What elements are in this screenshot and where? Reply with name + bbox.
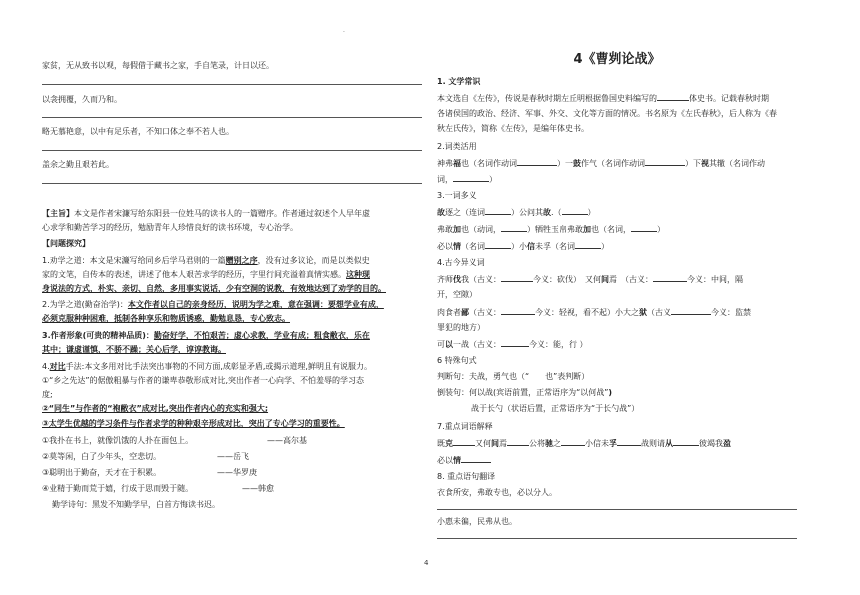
s1-line-3: 秋左氏传》，简称《左传》，是编年体史书。: [437, 124, 589, 133]
section-heading: 1. 文学常识: [437, 77, 481, 86]
s1-line-1: 本文选自《左传》，传说是春秋时期左丘明根据鲁国史料编写的 体史书。记载春秋时期: [437, 94, 769, 103]
s4-line-3: 肉食者鄙（古义： 今义：轻视，看不起）小大之狱（古义 今义：监禁: [437, 308, 751, 317]
issue-1-line-3: 身说法的方式，朴实、亲切、自然，多用事实说话，少有空洞的说教，有效地达到了劝学的目的。: [42, 284, 386, 293]
fill-line-3: 略无慕艳意，以中有足乐者，不知口体之奉不若人也。: [42, 127, 234, 136]
issue-4-line-1: 4.对比手法:本文多用对比手法突出事物的不同方面,成彰显矛盾,或揭示道理,鲜明且有说服力。: [42, 362, 372, 371]
s6-line-2: 必以情: [437, 455, 797, 466]
section-heading: 4.古今异义词: [437, 258, 485, 267]
quote-2: ②莫等闲，白了少年头，空悲切。 ——岳飞: [42, 452, 249, 461]
answer-rule: [437, 538, 797, 539]
theme-line-2: 心求学和勤苦学习的经历，勉励青年人珍惜良好的读书环境，专心治学。: [42, 223, 298, 232]
s3-line-3: 必以情（名词 ）小信未孚（名词 ）: [437, 242, 609, 251]
issues-heading: 【问题探究】: [42, 239, 90, 248]
fill-line-2: 以衾拥覆，久而乃和。: [42, 95, 122, 104]
answer-rule: [42, 84, 422, 85]
s4-line-4: 罪犯的地方）: [437, 323, 485, 332]
section-heading: 7.重点词语解释: [437, 422, 493, 431]
s7-line-1: 衣食所安，弗敢专也，必以分人。: [437, 488, 557, 497]
page-title: 4《曹刿论战》: [573, 52, 661, 67]
issue-1-line-2: 家的文笔，自传本的表述，讲述了他本人艰苦求学的经历，字里行间充溢着真情实感。这种现: [42, 270, 370, 279]
quote-4: ④业精于勤而荒于嬉，行成于思而毁于随。 ——韩愈: [42, 484, 274, 493]
section-heading: 8. 重点语句翻译: [437, 472, 496, 481]
s4-line-1: 齐师伐我（古义： 今义：砍伐） 又何间焉 （古义： 今义：中间，隔: [437, 275, 743, 284]
issue-2-line-2: 必须克服种种困难，抵制各种享乐和物质诱惑，勤勉息恳，专心致志。: [42, 314, 290, 323]
header-mark: .: [343, 27, 345, 34]
fill-line-1: 家贫，无从致书以观，每假借于藏书之家，手自笔录，计日以还。: [42, 61, 274, 70]
fill-line-4: 盖余之勤且艰若此。: [42, 160, 114, 169]
answer-rule: [42, 117, 422, 118]
quote-3: ③聪明出于勤奋，天才在于积累。 ——华罗庚: [42, 468, 257, 477]
theme-label: 【主旨】: [42, 209, 74, 218]
s5-line-1: 判断句：夫战，勇气也（“ 也”表判断）: [437, 372, 590, 381]
s5-line-3: 战于长勺（状语后置，正常语序为“于长勺战”）: [471, 404, 640, 413]
issue-3-line-2: 其中；谦虚谨慎，不骄不躁；关心后学，谆谆教诲。: [42, 345, 226, 354]
section-heading: 2.词类活用: [437, 142, 477, 151]
issue-3-line-1: 3.作者形象(可贵的精神品质)：勤奋好学，不怕艰苦；虚心求教，学业有成；粗食敝衣，乐在: [42, 331, 370, 340]
issue-4-line-5: ③太学生优越的学习条件与作者求学的种种艰辛形成对比，突出了专心学习的重要性。: [42, 419, 345, 428]
s1-line-2: 各诸侯国的政治、经济、军事、外交、文化等方面的情况。书名原为《左氏春秋》，后人称为《春: [437, 109, 777, 118]
page-number: 4: [424, 559, 429, 567]
issue-4-line-4: ②“同生”与作者的“袍敝衣”成对比,突出作者内心的充实和强大;: [42, 404, 269, 413]
s2-line-1: 神弗福也（名词作动词 ）一鼓作气（名词作动词 ）下视其辙（名词作动: [437, 159, 765, 168]
s2-line-2: 词， ）: [437, 175, 497, 184]
s6-line-1: 既克 又何间焉 公将驰之 小信未孚 战则请从 彼竭我盈: [437, 439, 731, 448]
s3-line-1: 故逐之（连词 ）公问其故.（ ）: [437, 208, 596, 217]
issue-4-line-3: 度;: [42, 390, 53, 399]
issue-2-line-1: 2.为学之道(勤奋治学)：本文作者以自己的亲身经历，说明为学之难，意在强调：要想学业有成，: [42, 300, 384, 309]
section-heading: 3.一词多义: [437, 191, 477, 200]
issue-4-line-2: ①“乡之先达”的倨傲粗暴与作者的谦卑恭敬形成对比,突出作者一心向学、不怕羞辱的学习态: [42, 376, 364, 385]
section-heading: 6 特殊句式: [437, 356, 477, 365]
s4-line-2: 开，空隙）: [437, 290, 477, 299]
answer-rule: [437, 509, 797, 510]
answer-rule: [42, 183, 422, 184]
issue-1-line-1: 1.劝学之道：本文是宋濂写给同乡后学马君则的一篇赠别之序，没有过多议论，而是以类似史: [42, 256, 370, 265]
s3-line-2: 弗敢加也（动词， ）牺牲玉帛弗敢加也（名词， ）: [437, 225, 665, 234]
poem-line: 勤学诗句：黑发不知勤学早，白首方悔读书迟。: [52, 500, 220, 509]
quote-1: ①我扑在书上，就像饥饿的人扑在面包上。 ——高尔基: [42, 436, 307, 445]
s7-line-2: 小惠未徧，民弗从也。: [437, 517, 517, 526]
theme-line-1: 【主旨】本文是作者宋濂写给东阳县一位姓马的读书人的一篇赠序。作者通过叙述个人早年虚: [42, 209, 370, 218]
answer-rule: [42, 150, 422, 151]
s4-line-5: 可以一战（古义： 今义：能，行 ）: [437, 340, 588, 349]
s5-line-2: 倒装句：何以战(宾语前置，正常语序为“以何战”): [437, 388, 613, 397]
